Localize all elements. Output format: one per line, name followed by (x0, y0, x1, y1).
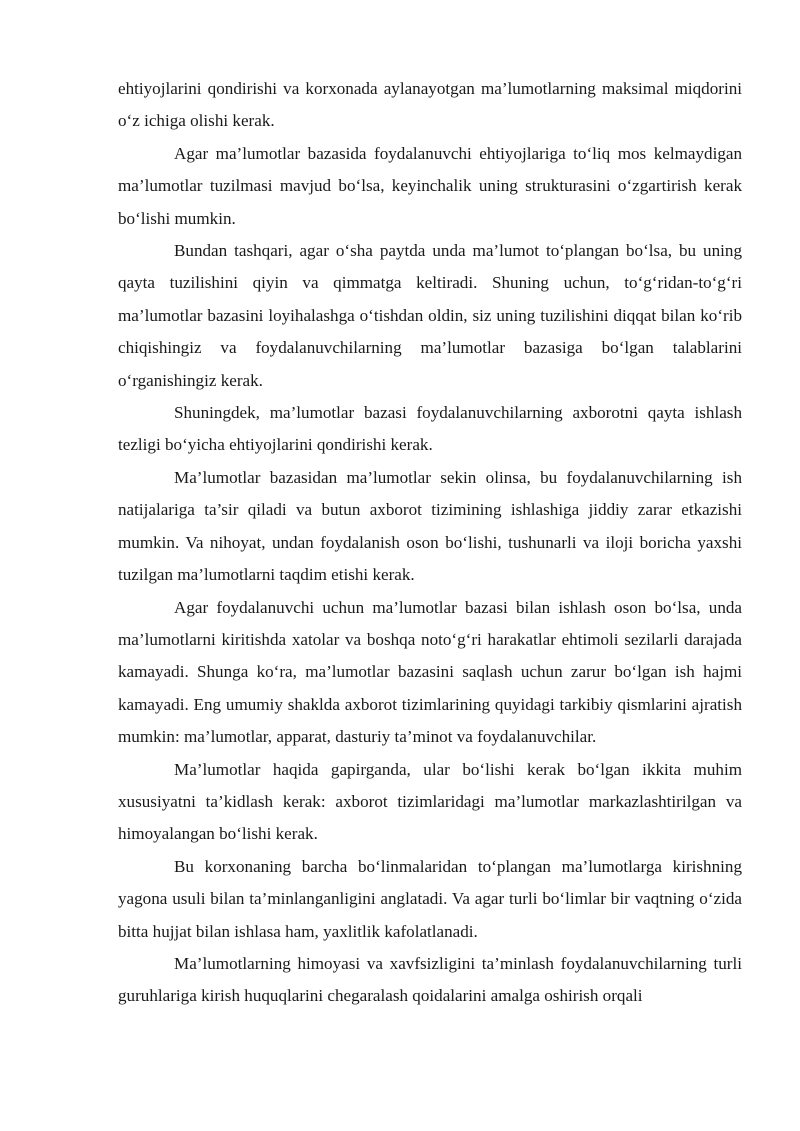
document-body (118, 73, 742, 1013)
paragraph: Shuningdek, ma’lumotlar bazasi foydalanuvchilarning axborotni qayta ishlash tezligi bo‘yicha ehtiyojlarini qondirishi kerak. (118, 403, 742, 455)
paragraph: Ma’lumotlar haqida gapirganda, ular bo‘lishi kerak bo‘lgan ikkita muhim xususiyatni ta’kidlash kerak: axborot tizimlaridagi ma’lumotlar markazlashtirilgan va himoyalangan bo‘lishi kerak. (118, 759, 742, 844)
paragraph: Bu korxonaning barcha bo‘linmalaridan to‘plangan ma’lumotlarga kirishning yagona usuli bilan ta’minlanganligini anglatadi. Va agar turli bo‘limlar bir vaqtning o‘zida bitta hujjat bilan ishlasa ham, yaxlitlik kafolatlanadi. (118, 856, 742, 941)
paragraph: ehtiyojlarini qondirishi va korxonada aylanayotgan ma’lumotlarning maksimal miqdorini o‘z ichiga olishi kerak. (118, 79, 742, 131)
paragraph: Ma’lumotlarning himoyasi va xavfsizligini ta’minlash foydalanuvchilarning turli guruhlariga kirish huquqlarini chegaralash qoidalarini amalga oshirish orqali (118, 953, 742, 1006)
paragraph: Bundan tashqari, agar o‘sha paytda unda ma’lumot to‘plangan bo‘lsa, bu uning qayta tuzilishini qiyin va qimmatga keltiradi. Shuning uchun, to‘g‘ridan-to‘g‘ri ma’lumotlar bazasini loyihalashga o‘tishdan oldin, siz uning tuzilishini diqqat bilan ko‘rib chiqishingiz va foydalanuvchilarning ma’lumotlar bazasiga bo‘lgan talablarini o‘rganishingiz kerak. (118, 241, 742, 390)
paragraph: Ma’lumotlar bazasidan ma’lumotlar sekin olinsa, bu foydalanuvchilarning ish natijalariga ta’sir qiladi va butun axborot tizimining ishlashiga jiddiy zarar etkazishi mumkin. Va nihoyat, undan foydalanish oson bo‘lishi, tushunarli va iloji boricha yaxshi tuzilgan ma’lumotlarni taqdim etishi kerak. (118, 467, 742, 585)
paragraph: Agar foydalanuvchi uchun ma’lumotlar bazasi bilan ishlash oson bo‘lsa, unda ma’lumotlarni kiritishda xatolar va boshqa noto‘g‘ri harakatlar ehtimoli sezilarli darajada kamayadi. Shunga ko‘ra, ma’lumotlar bazasini saqlash uchun zarur bo‘lgan ish hajmi kamayadi. Eng umumiy shaklda axborot tizimlarining quyidagi tarkibiy qismlarini ajratish mumkin: ma’lumotlar, apparat, dasturiy ta’minot va foydalanuvchilar. (118, 597, 742, 747)
paragraph: Agar ma’lumotlar bazasida foydalanuvchi ehtiyojlariga to‘liq mos kelmaydigan ma’lumotlar tuzilmasi mavjud bo‘lsa, keyinchalik uning strukturasini o‘zgartirish kerak bo‘lishi mumkin. (118, 143, 742, 228)
